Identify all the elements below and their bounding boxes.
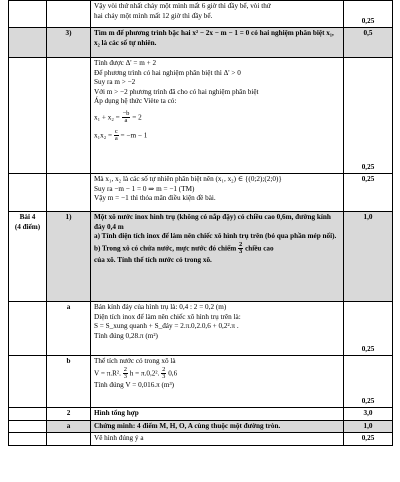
bai-cell <box>9 408 47 421</box>
part-label: 2 <box>47 408 91 421</box>
text-line: Tính được Δ' = m + 2 <box>94 59 157 67</box>
part-label: 1) <box>47 212 91 302</box>
text-line: Tính đúng V = 0,016.π (m³) <box>94 380 175 389</box>
part-label: a <box>47 420 91 433</box>
bai-cell <box>9 1 47 28</box>
text-line: Thể tích nước có trong xô là <box>94 357 176 365</box>
part-label: a <box>47 302 91 356</box>
text-line: Với m > −2 phương trình đã cho có hai nghiệm phân biệt <box>94 87 259 96</box>
content-cell <box>91 356 344 408</box>
content-cell <box>91 1 344 28</box>
content-cell: Vẽ hình đúng ý a <box>91 433 344 446</box>
table-row <box>9 212 393 302</box>
score-cell: 3,0 <box>344 408 393 421</box>
fraction: $\frac{2}{3}$ <box>239 240 243 255</box>
table-row <box>9 1 393 28</box>
question-text: Tìm m để phương trình bậc hai x² − 2x − m − 1 = 0 có hai nghiệm phân biệt x₁, x₂ là các số tự nhiên. <box>91 28 344 58</box>
section-title: Hình tổng hợp <box>91 408 344 421</box>
volume-formula: V = π.R². $\frac{2}{3}$ h = π.0,2². $\frac{2}{3}$ 0,6 <box>94 365 178 380</box>
vieta-product: x₁x₂ = $\frac{c}{a}$ = −m − 1 <box>94 127 148 142</box>
text-line: Để phương trình có hai nghiệm phân biệt thì Δ' > 0 <box>94 68 241 77</box>
content-cell <box>91 58 344 174</box>
fraction: $\frac{-b}{a}$ <box>122 109 130 124</box>
part-cell <box>47 433 91 446</box>
bai-cell <box>9 28 47 58</box>
bai-cell <box>9 356 47 408</box>
score-cell: 0,5 <box>344 28 393 58</box>
text-line: Áp dụng hệ thức Viète ta có: <box>94 97 177 105</box>
fraction: $\frac{c}{a}$ <box>114 127 118 142</box>
bai-points: (4 điểm) <box>14 222 41 231</box>
part-label: b <box>47 356 91 408</box>
score-cell: 0,25 <box>344 1 393 28</box>
answer-key-table-wrapper <box>8 0 392 446</box>
bai-cell <box>9 212 47 302</box>
fraction: $\frac{2}{3}$ <box>123 365 127 380</box>
score-cell: 0,25 <box>344 356 393 408</box>
bai-label: Bài 4 <box>19 213 36 221</box>
text-line: hai chảy một mình mất 12 giờ thì đầy bể. <box>94 11 213 20</box>
bai-cell <box>9 420 47 433</box>
part-cell <box>47 174 91 212</box>
score-cell: 0,25 <box>344 302 393 356</box>
table-row <box>9 302 393 356</box>
bai-cell <box>9 433 47 446</box>
text-line: Suy ra −m − 1 = 0 ⇒ m = −1 (TM) <box>94 184 195 193</box>
text-line: Tính đúng 0,28.π (m²) <box>94 331 158 340</box>
table-row <box>9 174 393 212</box>
text-line: Mà x₁, x₂ là các số tự nhiên phân biệt nên (x₁, x₂) ∈ {(0;2);(2;0)} <box>94 175 282 183</box>
bai-cell <box>9 58 47 174</box>
fraction: $\frac{2}{3}$ <box>162 365 166 380</box>
vieta-sum: x₁ + x₂ = $\frac{-b}{a}$ = 2 <box>94 109 142 124</box>
table-row <box>9 356 393 408</box>
score-cell: 0,25 <box>344 58 393 174</box>
part-cell <box>47 1 91 28</box>
question-text: Một xô nước inox hình trụ (không có nắp đậy) có chiều cao 0,6m, đường kính đáy 0,4 m a) Tính diện tích inox để làm nên chiếc xô hình trụ trên (bỏ qua phần mép nối). b) Trong xô có chứa nước, mực nước đó chiếm $\frac{2}{3}$ chiều cao của xô. Tính thể tích nước có trong xô. <box>91 212 344 302</box>
bai-cell <box>9 174 47 212</box>
score-cell: 0,25 <box>344 433 393 446</box>
question-text: Chứng minh: 4 điểm M, H, O, A cùng thuộc một đường tròn. <box>91 420 344 433</box>
table-row <box>9 433 393 446</box>
answer-key-table <box>8 0 393 446</box>
content-cell <box>91 174 344 212</box>
content-cell <box>91 302 344 356</box>
text-line: Vậy m = −1 thì thỏa mãn điều kiện đề bài. <box>94 194 216 202</box>
bai-cell <box>9 302 47 356</box>
text-line: Bán kính đáy của hình trụ là: 0,4 : 2 = 0,2 (m) <box>94 303 227 311</box>
part-cell <box>47 58 91 174</box>
text-line: Vậy vòi thứ nhất chảy một mình mất 6 giờ thì đầy bể, vòi thứ <box>94 2 271 10</box>
table-row <box>9 28 393 58</box>
score-cell: 0,25 <box>344 174 393 212</box>
table-row <box>9 420 393 433</box>
part-label: 3) <box>47 28 91 58</box>
score-cell: 1,0 <box>344 212 393 302</box>
table-row <box>9 58 393 174</box>
text-line: Diện tích inox để làm nên chiếc xô hình trụ trên là: <box>94 312 241 321</box>
text-line: Suy ra m > −2 <box>94 78 136 86</box>
text-line: S = S_xung quanh + S_đáy = 2.π.0,2.0,6 + 0,2².π . <box>94 322 239 330</box>
table-row <box>9 408 393 421</box>
score-cell: 1,0 <box>344 420 393 433</box>
